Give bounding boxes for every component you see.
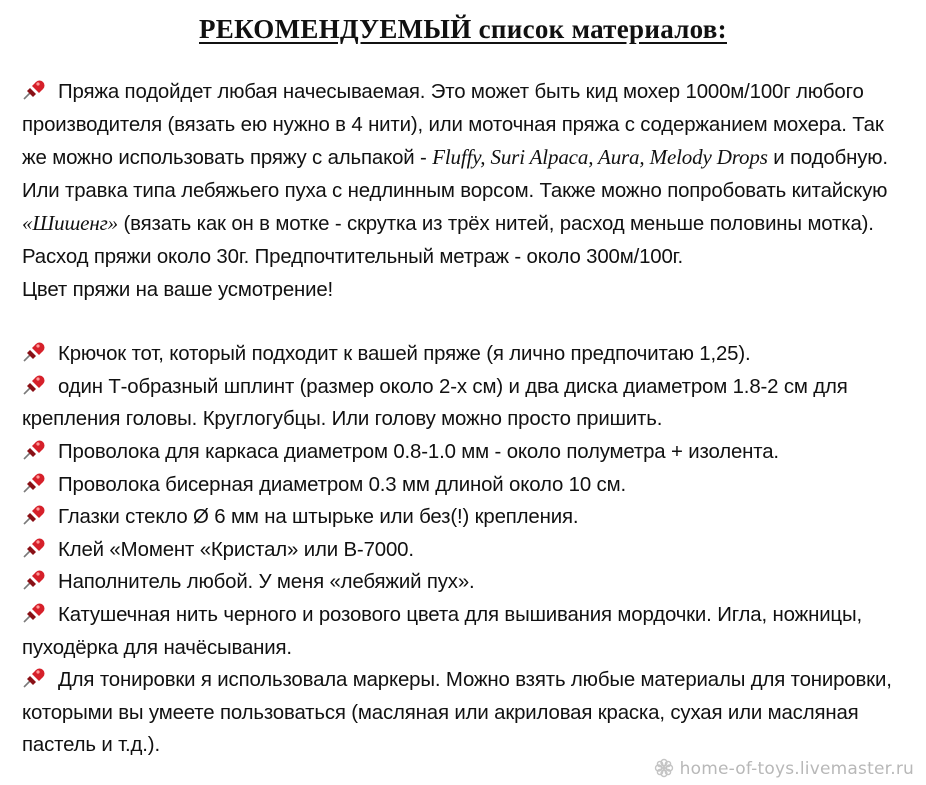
pushpin-icon: [22, 570, 48, 590]
eyes-text: Глазки стекло Ø 6 мм на штырьке или без(!) крепления.: [58, 506, 579, 529]
yarn-brand-shisheng: «Шишенг»: [22, 211, 118, 236]
list-item-glue: [22, 534, 912, 567]
watermark: [654, 758, 914, 779]
pin-text: один Т-образный шплинт (размер около 2-х см) и два диска диаметром 1.8-2 см для крепления головы. Круглогубцы. Или голову можно просто пришить.: [22, 375, 848, 431]
list-item-thread: [22, 599, 912, 664]
list-item-eyes: [22, 501, 912, 534]
yarn-text-2: и подобную. Или травка типа лебяжьего пуха с недлинным ворсом. Также можно попробовать китайскую: [22, 147, 888, 202]
list-item-filler: [22, 566, 912, 599]
pushpin-icon: [22, 342, 48, 362]
document-header: [0, 14, 926, 45]
pushpin-icon: [22, 668, 48, 688]
pushpin-icon: [22, 80, 48, 100]
pushpin-icon: [22, 538, 48, 558]
yarn-text-3: (вязать как он в мотке - скрутка из трёх нитей, расход меньше половины мотка).: [118, 213, 874, 236]
toning-text: Для тонировки я использовала маркеры. Можно взять любые материалы для тонировки, которыми вы умеете пользоваться (масляная или акриловая краска, сухая или масляная пастель и т.д.).: [22, 669, 892, 757]
filler-text: Наполнитель любой. У меня «лебяжий пух».: [58, 571, 475, 594]
pushpin-icon: [22, 505, 48, 525]
paragraph-gap: [22, 306, 912, 338]
watermark-text: home-of-toys.livemaster.ru: [679, 759, 914, 779]
thread-text: Катушечная нить черного и розового цвета для вышивания мордочки. Игла, ножницы, пуходёрка для начёсывания.: [22, 603, 862, 659]
list-item-pin: [22, 371, 912, 436]
yarn-brands: Fluffy, Suri Alpaca, Aura, Melody Drops: [432, 145, 768, 170]
list-item-wire: [22, 436, 912, 469]
materials-list: [22, 76, 912, 762]
glue-text: Клей «Момент «Кристал» или B-7000.: [58, 538, 414, 561]
yarn-text-1: Пряжа подойдет любая начесываемая. Это может быть кид мохер 1000м/100г любого производителя (вязать ею нужно в 4 нити), или моточная пряжа с содержанием мохера. Так же можно использовать пряжу с альпакой -: [22, 81, 884, 170]
yarn-color-note: Цвет пряжи на ваше усмотрение!: [22, 278, 334, 301]
pushpin-icon: [22, 603, 48, 623]
hook-text: Крючок тот, который подходит к вашей пряже (я лично предпочитаю 1,25).: [58, 343, 751, 366]
pushpin-icon: [22, 440, 48, 460]
bead-wire-text: Проволока бисерная диаметром 0.3 мм длиной около 10 см.: [58, 473, 626, 496]
list-item-bead-wire: [22, 469, 912, 502]
yarn-consumption: Расход пряжи около 30г. Предпочтительный метраж - около 300м/100г.: [22, 245, 683, 268]
list-item-yarn: [22, 76, 912, 241]
pushpin-icon: [22, 375, 48, 395]
list-item-hook: [22, 338, 912, 371]
flower-logo-icon: [654, 758, 674, 778]
list-item-toning: [22, 664, 912, 762]
wire-text: Проволока для каркаса диаметром 0.8-1.0 мм - около полуметра + изолента.: [58, 440, 779, 463]
pushpin-icon: [22, 473, 48, 493]
document-title: РЕКОМЕНДУЕМЫЙ список материалов:: [199, 14, 727, 44]
